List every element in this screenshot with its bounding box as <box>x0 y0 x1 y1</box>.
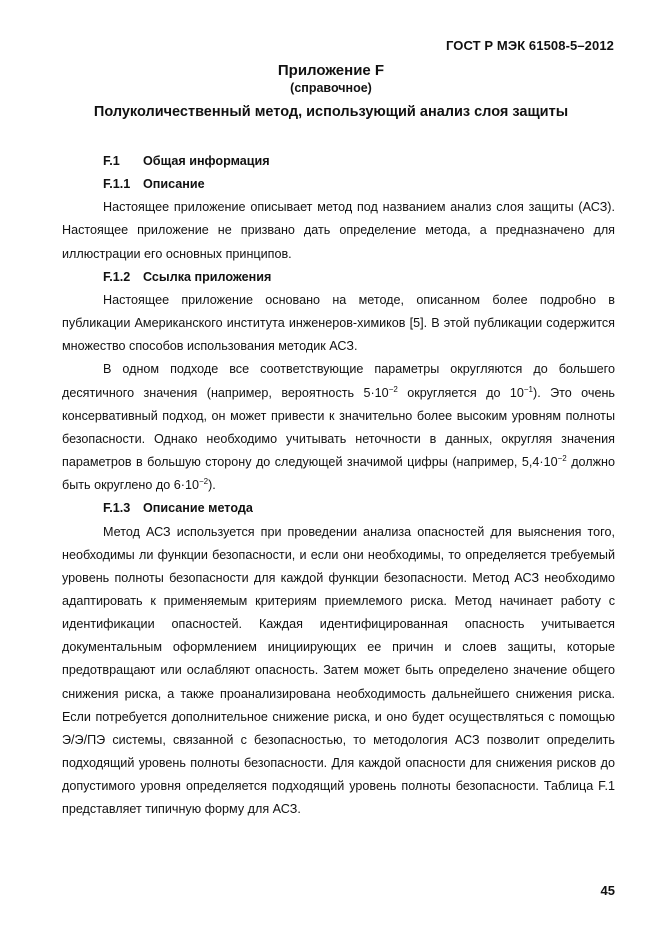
exponent: −1 <box>523 384 533 394</box>
main-title: Полуколичественный метод, использующий анализ слоя защиты <box>93 104 569 120</box>
text-run: округляется до 10 <box>397 385 524 400</box>
section-title: Общая информация <box>143 154 270 168</box>
paragraph-f12-1: Настоящее приложение основано на методе, описанном более подробно в публикации Американского института инженеров-химиков [5]. В этой публикации содержится множество способов использования методик АСЗ. <box>62 292 615 354</box>
section-number: F.1.2 <box>103 269 131 284</box>
appendix-title: Приложение F <box>277 62 385 79</box>
text-run: В одном подходе все соответствующие параметры округляются до большего десятичного значения (например, вероятность 5·10 <box>62 362 615 400</box>
section-heading-f1 <box>62 150 615 173</box>
appendix-subtitle: (справочное) <box>290 81 372 95</box>
document-body <box>62 150 615 822</box>
text-run: ). <box>208 478 216 493</box>
text-run: ). Это очень консервативный подход, он может привести к значительно более высоким уровням полноты безопасности. Однако необходимо учитывать неточности в данных, округляя значения параметров в большую сторону до следующей значимой цифры (например, 5,4·10 <box>62 385 615 470</box>
paragraph-f12-2 <box>62 358 615 497</box>
section-title: Ссылка приложения <box>143 269 272 284</box>
text-run: должно быть округлено до 6·10 <box>62 455 615 493</box>
exponent: −2 <box>557 454 567 464</box>
standard-header: ГОСТ Р МЭК 61508-5–2012 <box>446 38 614 53</box>
section-number: F.1 <box>103 154 120 168</box>
section-title: Описание <box>143 177 205 192</box>
exponent: −2 <box>198 477 209 487</box>
page-number: 45 <box>600 883 615 898</box>
section-heading-f12 <box>62 266 615 289</box>
paragraph-f13-1: Метод АСЗ используется при проведении анализа опасностей для выяснения того, необходимы ли функции безопасности, и если они необходимы, то определяется требуемый уровень полноты безопасности для каждой функции безопасности. Метод АСЗ необходимо адаптировать к применяемым критериям приемлемого риска. Метод начинает работу с идентификации опасностей. Каждая идентифицированная опасность учитывается документальным оформлением инициирующих ее причин и слоев защиты, которые предотвращают или ослабляют опасность. Затем может быть определено значение общего снижения риска, а также проанализирована необходимость дальнейшего снижения риска. Если потребуется дополнительное снижение риска, и оно будет осуществляться с помощью Э/Э/ПЭ системы, связанной с безопасностью, то методология АСЗ позволит определить подходящий уровень полноты безопасности. Для каждой опасности для снижения рисков до допустимого уровня определяется подходящий уровень полноты безопасности. Таблица F.1 представляет типичную форму для АСЗ. <box>62 524 615 817</box>
section-number: F.1.1 <box>103 177 131 192</box>
section-heading-f11 <box>62 173 615 196</box>
paragraph-f11-1: Настоящее приложение описывает метод под названием анализ слоя защиты (АСЗ). Настоящее приложение не призвано дать определение метода, а предназначено для иллюстрации его основных принципов. <box>62 200 615 261</box>
section-heading-f13 <box>62 497 615 520</box>
section-number: F.1.3 <box>103 501 131 516</box>
exponent: −2 <box>388 384 398 394</box>
section-title: Описание метода <box>143 501 253 516</box>
